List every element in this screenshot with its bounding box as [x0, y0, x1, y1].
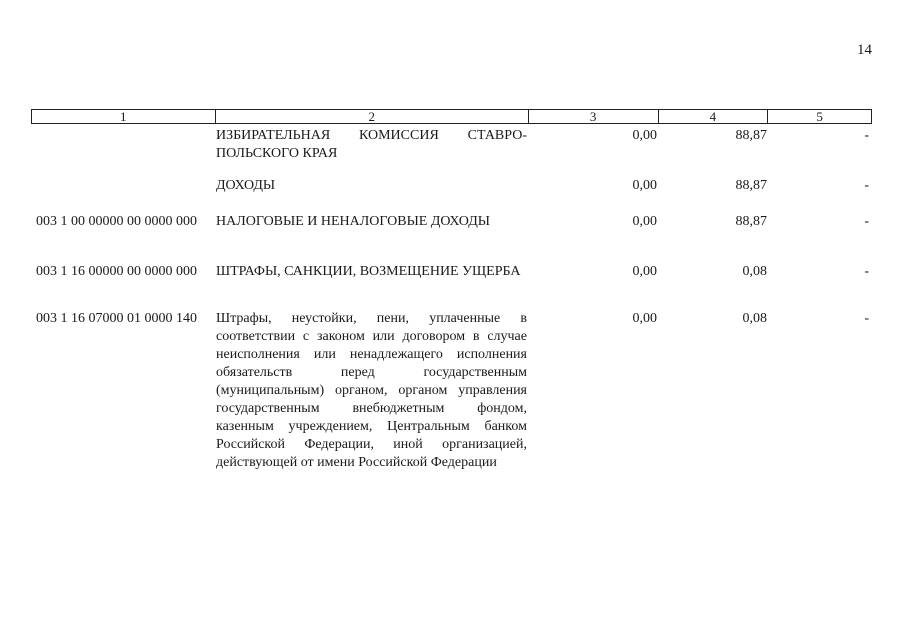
row-value-col4: 88,87 — [735, 128, 767, 143]
row-value-col5: - — [864, 214, 869, 229]
row-value-col5: - — [864, 178, 869, 193]
row-value-col4: 88,87 — [735, 214, 767, 229]
row-name: ДОХОДЫ — [216, 178, 276, 193]
table-header-row — [31, 109, 872, 124]
column-header-4: 4 — [659, 110, 769, 123]
row-value-col3: 0,00 — [632, 264, 657, 279]
column-header-2: 2 — [216, 110, 529, 123]
row-code: 003 1 16 07000 01 0000 140 — [36, 311, 197, 326]
row-value-col3: 0,00 — [632, 128, 657, 143]
column-header-3: 3 — [529, 110, 659, 123]
column-header-1: 1 — [32, 110, 216, 123]
column-header-5: 5 — [816, 109, 823, 124]
row-value-col4: 88,87 — [735, 178, 767, 193]
row-value-col4: 0,08 — [742, 264, 767, 279]
row-value-col3: 0,00 — [632, 311, 657, 326]
row-value-col5: - — [864, 128, 869, 143]
row-name: Штрафы, неустойки, пени, уплаченные в соответствии с законом или договором в случае неисполнения или ненадлежащего исполнения обязательств перед государственным (муниципальным) органом, органом управления государственным внебюджетным фондом, казенным учреждением, Центральным банком Российской Федерации, иной организацией, действующей от имени Российской Федерации — [216, 311, 527, 470]
row-name: ШТРАФЫ, САНКЦИИ, ВОЗМЕЩЕНИЕ УЩЕРБА — [216, 264, 521, 279]
row-name: НАЛОГОВЫЕ И НЕНАЛОГОВЫЕ ДОХОДЫ — [216, 214, 490, 229]
row-value-col3: 0,00 — [632, 214, 657, 229]
row-value-col5: - — [864, 311, 869, 326]
row-name: ИЗБИРАТЕЛЬНАЯ КОМИССИЯ СТАВРО-ПОЛЬСКОГО КРАЯ — [216, 128, 527, 161]
row-value-col5: - — [864, 264, 869, 279]
row-value-col3: 0,00 — [632, 178, 657, 193]
page-number: 14 — [857, 42, 872, 58]
row-code: 003 1 00 00000 00 0000 000 — [36, 214, 197, 229]
row-value-col4: 0,08 — [742, 311, 767, 326]
row-code: 003 1 16 00000 00 0000 000 — [36, 264, 197, 279]
